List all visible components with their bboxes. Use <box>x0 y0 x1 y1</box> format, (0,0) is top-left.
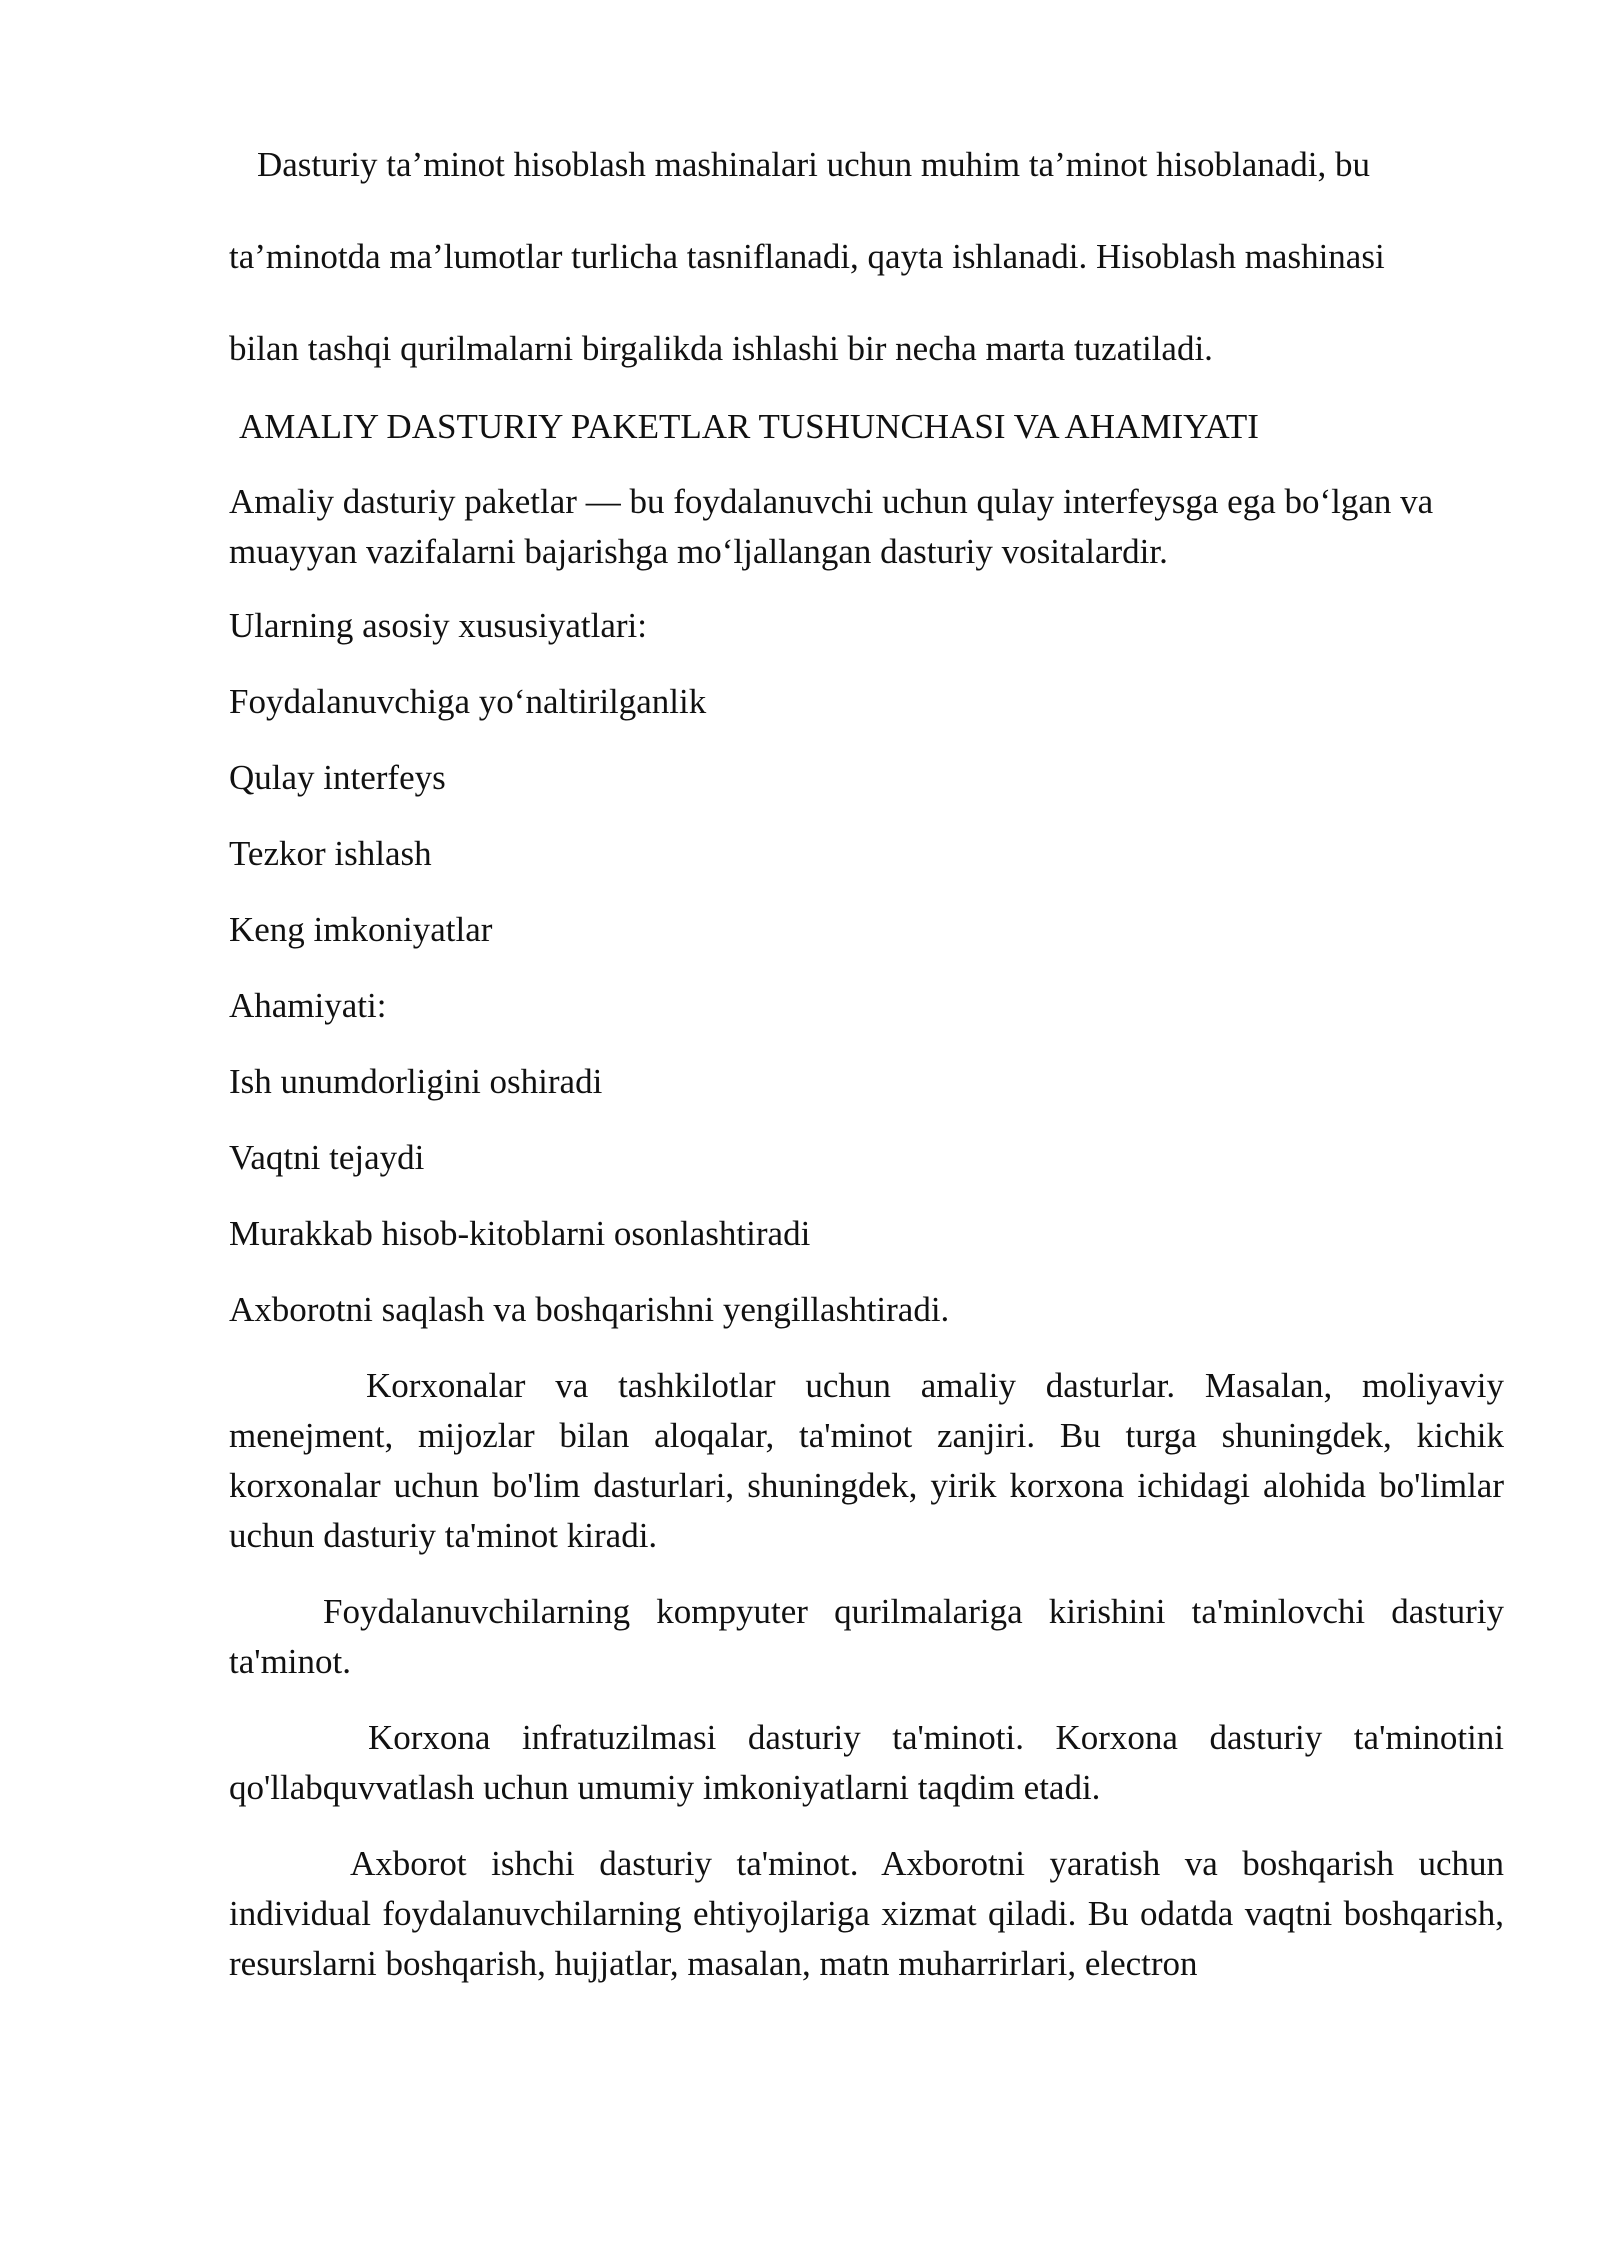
importance-item: Ish unumdorligini oshiradi <box>229 1062 603 1101</box>
section-heading: AMALIY DASTURIY PAKETLAR TUSHUNCHASI VA AHAMIYATI <box>239 407 1259 446</box>
definition-paragraph: Amaliy dasturiy paketlar — bu foydalanuvchi uchun qulay interfeysga ega bo‘lgan va muayyan vazifalarni bajarishga mo‘ljallangan dasturiy vositalardir. <box>229 482 1434 571</box>
feature-item: Foydalanuvchiga yo‘naltirilganlik <box>229 682 707 721</box>
feature-item: Qulay interfeys <box>229 758 446 797</box>
intro-line-3: bilan tashqi qurilmalarni birgalikda ishlashi bir necha marta tuzatiladi. <box>229 329 1213 368</box>
importance-item: Axborotni saqlash va boshqarishni yengillashtiradi. <box>229 1290 950 1329</box>
intro-line-1: Dasturiy ta’minot hisoblash mashinalari uchun muhim ta’minot hisoblanadi, bu <box>257 145 1371 184</box>
feature-item: Tezkor ishlash <box>229 834 432 873</box>
importance-item: Murakkab hisob-kitoblarni osonlashtiradi <box>229 1214 811 1253</box>
intro-line-2: ta’minotda ma’lumotlar turlicha tasniflanadi, qayta ishlanadi. Hisoblash mashinasi <box>229 237 1385 276</box>
document-body <box>229 140 1504 1989</box>
feature-item: Keng imkoniyatlar <box>229 910 493 949</box>
importance-item: Vaqtni tejaydi <box>229 1138 425 1177</box>
paragraph-enterprise-apps: Korxonalar va tashkilotlar uchun amaliy dasturlar. Masalan, moliyaviy menejment, mijozlar bilan aloqalar, ta'minot zanjiri. Bu turga shuningdek, kichik korxonalar uchun bo'lim dasturlari, shuningdek, yirik korxona ichidagi alohida bo'limlar uchun dasturiy ta'minot kiradi. <box>229 1366 1504 1555</box>
importance-title: Ahamiyati: <box>229 986 387 1025</box>
paragraph-information-worker-software: Axborot ishchi dasturiy ta'minot. Axborotni yaratish va boshqarish uchun individual foydalanuvchilarning ehtiyojlariga xizmat qiladi. Bu odatda vaqtni boshqarish, resurslarni boshqarish, hujjatlar, masalan, matn muharrirlari, electron <box>229 1844 1504 1983</box>
features-title: Ularning asosiy xususiyatlari: <box>229 606 648 645</box>
paragraph-infrastructure-software: Korxona infratuzilmasi dasturiy ta'minoti. Korxona dasturiy ta'minotini qo'llabquvvatlash uchun umumiy imkoniyatlarni taqdim etadi. <box>229 1718 1504 1807</box>
paragraph-access-software: Foydalanuvchilarning kompyuter qurilmalariga kirishini ta'minlovchi dasturiy ta'minot. <box>229 1592 1504 1681</box>
